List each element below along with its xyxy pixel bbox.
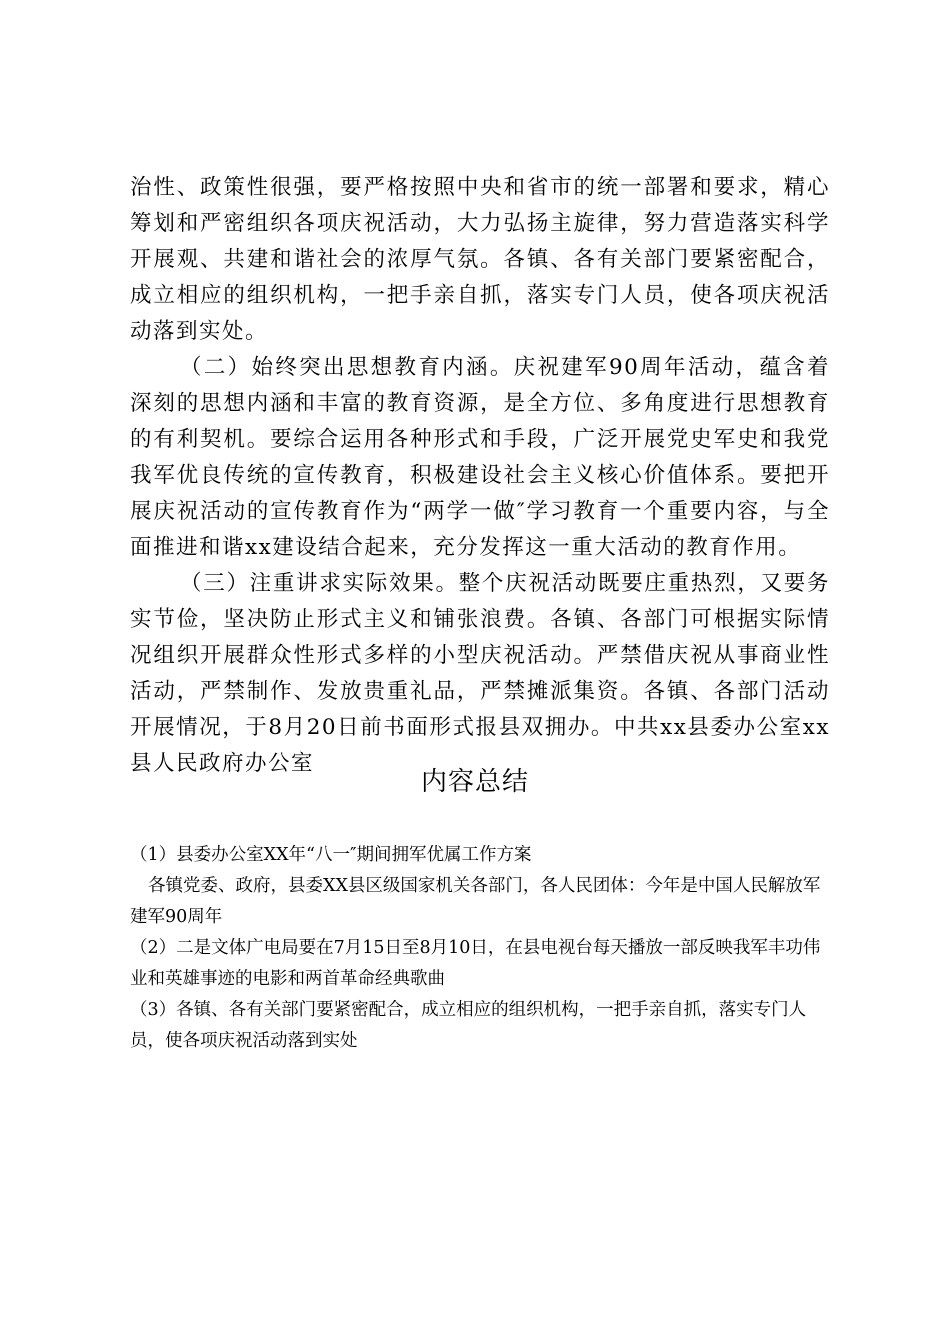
summary-item-1: （1）县委办公室XX年“八一″期间拥军优属工作方案 [130,845,532,865]
body-paragraph-3: （三）注重讲求实际效果。整个庆祝活动既要庄重热烈，又要务实节俭，坚决防止形式主义和铺张浪费。各镇、各部门可根据实际情况组织开展群众性形式多样的小型庆祝活动。严禁借庆祝从事商业性活动，严禁制作、发放贵重礼品，严禁摊派集资。各镇、各部门活动开展情况，于8月20日前书面形式报县双拥办。中共xx县委办公室xx县人民政府办公室 [130,571,830,776]
body-paragraph-2: （二）始终突出思想教育内涵。庆祝建军90周年活动，蕴含着深刻的思想内涵和丰富的教育资源，是全方位、多角度进行思想教育的有利契机。要综合运用各种形式和手段，广泛开展党史军史和我党我军优良传统的宣传教育，积极建设社会主义核心价值体系。要把开展庆祝活动的宣传教育作为“两学一做″学习教育一个重要内容，与全面推进和谐xx建设结合起来，充分发挥这一重大活动的教育作用。 [130,355,830,560]
summary-title: 内容总结 [420,767,529,797]
body-paragraph-1: 治性、政策性很强，要严格按照中央和省市的统一部署和要求，精心筹划和严密组织各项庆祝活动，大力弘扬主旋律，努力营造落实科学开展观、共建和谐社会的浓厚气氛。各镇、各有关部门要紧密配合，成立相应的组织机构，一把手亲自抓，落实专门人员，使各项庆祝活动落到实处。 [130,175,830,344]
summary-item-1-detail: 各镇党委、政府，县委XX县区级国家机关各部门，各人民团体：今年是中国人民解放军建军90周年 [130,876,821,927]
summary-item-2: （2）二是文体广电局要在7月15日至8月10日，在县电视台每天播放一部反映我军丰功伟业和英雄事迹的电影和两首革命经典歌曲 [130,938,821,989]
document-body [130,170,830,782]
summary-section [130,840,830,1057]
summary-item-3: （3）各镇、各有关部门要紧密配合，成立相应的组织机构，一把手亲自抓，落实专门人员，使各项庆祝活动落到实处 [130,1000,807,1051]
